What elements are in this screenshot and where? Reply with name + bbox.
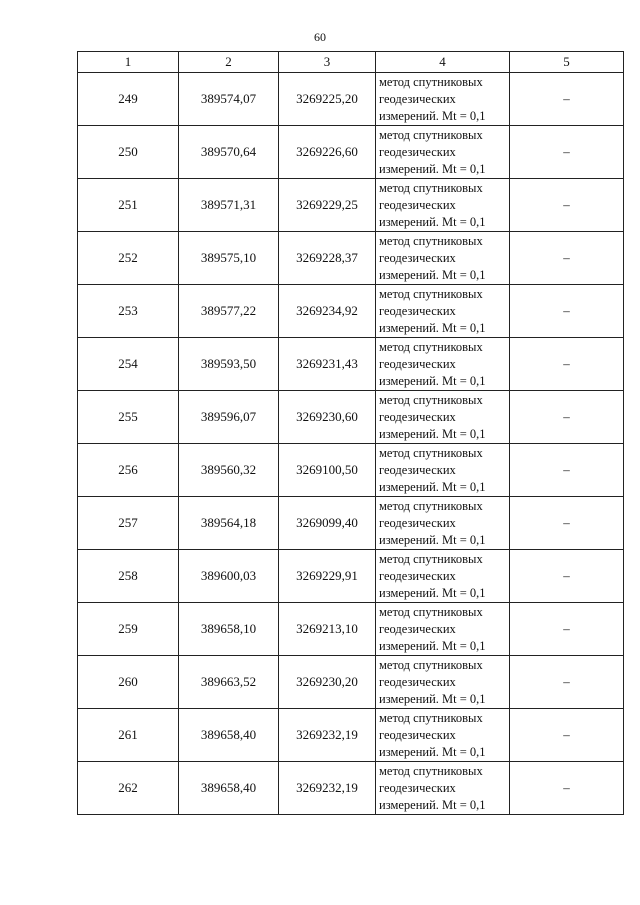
- method-line: метод спутниковых: [379, 710, 483, 725]
- header-col-5: 5: [510, 52, 624, 73]
- note-dash: –: [563, 780, 570, 795]
- x-coordinate-cell: 389570,64: [179, 126, 279, 179]
- table-row: [78, 285, 624, 338]
- method-line: измерений. Mt = 0,1: [379, 585, 486, 600]
- table-header: [78, 52, 624, 73]
- point-number-cell: 251: [78, 179, 179, 232]
- method-line: метод спутниковых: [379, 180, 483, 195]
- method-line: геодезических: [379, 621, 456, 636]
- table-row: [78, 73, 624, 126]
- table-row: [78, 497, 624, 550]
- note-dash: –: [563, 91, 570, 106]
- method-line: метод спутниковых: [379, 74, 483, 89]
- method-line: измерений. Mt = 0,1: [379, 320, 486, 335]
- point-number-cell: 256: [78, 444, 179, 497]
- method-line: геодезических: [379, 462, 456, 477]
- method-cell: [376, 179, 510, 232]
- note-dash: –: [563, 250, 570, 265]
- header-col-4: 4: [376, 52, 510, 73]
- point-number-cell: 258: [78, 550, 179, 603]
- method-line: измерений. Mt = 0,1: [379, 161, 486, 176]
- method-line: геодезических: [379, 515, 456, 530]
- y-coordinate-cell: 3269232,19: [279, 709, 376, 762]
- x-coordinate-cell: 389658,40: [179, 709, 279, 762]
- point-number-cell: 262: [78, 762, 179, 815]
- method-line: метод спутниковых: [379, 233, 483, 248]
- method-line: метод спутниковых: [379, 339, 483, 354]
- note-dash: –: [563, 303, 570, 318]
- note-dash: –: [563, 621, 570, 636]
- table-row: [78, 709, 624, 762]
- method-line: геодезических: [379, 780, 456, 795]
- point-number-cell: 249: [78, 73, 179, 126]
- y-coordinate-cell: 3269232,19: [279, 762, 376, 815]
- y-coordinate-cell: 3269226,60: [279, 126, 376, 179]
- method-line: метод спутниковых: [379, 445, 483, 460]
- method-cell: [376, 444, 510, 497]
- method-line: метод спутниковых: [379, 551, 483, 566]
- method-cell: [376, 762, 510, 815]
- note-dash: –: [563, 462, 570, 477]
- y-coordinate-cell: 3269099,40: [279, 497, 376, 550]
- method-cell: [376, 126, 510, 179]
- note-cell: [510, 762, 624, 815]
- method-line: геодезических: [379, 356, 456, 371]
- x-coordinate-cell: 389663,52: [179, 656, 279, 709]
- method-line: измерений. Mt = 0,1: [379, 373, 486, 388]
- method-line: измерений. Mt = 0,1: [379, 744, 486, 759]
- point-number-cell: 260: [78, 656, 179, 709]
- table-row: [78, 603, 624, 656]
- method-line: измерений. Mt = 0,1: [379, 426, 486, 441]
- method-line: метод спутниковых: [379, 127, 483, 142]
- point-number-cell: 250: [78, 126, 179, 179]
- x-coordinate-cell: 389574,07: [179, 73, 279, 126]
- method-cell: [376, 656, 510, 709]
- x-coordinate-cell: 389658,40: [179, 762, 279, 815]
- note-cell: [510, 497, 624, 550]
- method-cell: [376, 550, 510, 603]
- method-cell: [376, 603, 510, 656]
- table-row: [78, 338, 624, 391]
- note-cell: [510, 709, 624, 762]
- x-coordinate-cell: 389571,31: [179, 179, 279, 232]
- method-line: геодезических: [379, 91, 456, 106]
- method-line: геодезических: [379, 568, 456, 583]
- point-number-cell: 257: [78, 497, 179, 550]
- note-dash: –: [563, 409, 570, 424]
- x-coordinate-cell: 389600,03: [179, 550, 279, 603]
- table-row: [78, 656, 624, 709]
- y-coordinate-cell: 3269225,20: [279, 73, 376, 126]
- y-coordinate-cell: 3269229,91: [279, 550, 376, 603]
- header-col-1: 1: [78, 52, 179, 73]
- x-coordinate-cell: 389575,10: [179, 232, 279, 285]
- header-col-3: 3: [279, 52, 376, 73]
- method-cell: [376, 338, 510, 391]
- point-number-cell: 254: [78, 338, 179, 391]
- point-number-cell: 261: [78, 709, 179, 762]
- method-line: измерений. Mt = 0,1: [379, 267, 486, 282]
- y-coordinate-cell: 3269100,50: [279, 444, 376, 497]
- table-row: [78, 391, 624, 444]
- table-body: [78, 73, 624, 815]
- method-line: геодезических: [379, 674, 456, 689]
- x-coordinate-cell: 389560,32: [179, 444, 279, 497]
- method-line: измерений. Mt = 0,1: [379, 532, 486, 547]
- method-line: геодезических: [379, 727, 456, 742]
- point-number-cell: 259: [78, 603, 179, 656]
- note-cell: [510, 73, 624, 126]
- y-coordinate-cell: 3269229,25: [279, 179, 376, 232]
- y-coordinate-cell: 3269234,92: [279, 285, 376, 338]
- table-row: [78, 550, 624, 603]
- method-line: геодезических: [379, 144, 456, 159]
- method-line: метод спутниковых: [379, 604, 483, 619]
- note-cell: [510, 338, 624, 391]
- note-cell: [510, 232, 624, 285]
- method-line: метод спутниковых: [379, 286, 483, 301]
- method-cell: [376, 709, 510, 762]
- method-line: измерений. Mt = 0,1: [379, 214, 486, 229]
- y-coordinate-cell: 3269228,37: [279, 232, 376, 285]
- point-number-cell: 252: [78, 232, 179, 285]
- x-coordinate-cell: 389593,50: [179, 338, 279, 391]
- note-dash: –: [563, 674, 570, 689]
- method-line: измерений. Mt = 0,1: [379, 108, 486, 123]
- note-dash: –: [563, 568, 570, 583]
- method-line: измерений. Mt = 0,1: [379, 479, 486, 494]
- method-line: измерений. Mt = 0,1: [379, 638, 486, 653]
- table-row: [78, 179, 624, 232]
- note-cell: [510, 656, 624, 709]
- method-line: метод спутниковых: [379, 763, 483, 778]
- method-cell: [376, 391, 510, 444]
- note-cell: [510, 603, 624, 656]
- note-cell: [510, 126, 624, 179]
- x-coordinate-cell: 389577,22: [179, 285, 279, 338]
- method-line: геодезических: [379, 409, 456, 424]
- note-dash: –: [563, 727, 570, 742]
- note-cell: [510, 444, 624, 497]
- method-line: метод спутниковых: [379, 657, 483, 672]
- x-coordinate-cell: 389658,10: [179, 603, 279, 656]
- y-coordinate-cell: 3269213,10: [279, 603, 376, 656]
- table-row: [78, 126, 624, 179]
- note-dash: –: [563, 197, 570, 212]
- header-col-2: 2: [179, 52, 279, 73]
- method-cell: [376, 73, 510, 126]
- y-coordinate-cell: 3269230,60: [279, 391, 376, 444]
- x-coordinate-cell: 389596,07: [179, 391, 279, 444]
- table-row: [78, 762, 624, 815]
- y-coordinate-cell: 3269230,20: [279, 656, 376, 709]
- note-cell: [510, 550, 624, 603]
- method-cell: [376, 232, 510, 285]
- note-dash: –: [563, 356, 570, 371]
- y-coordinate-cell: 3269231,43: [279, 338, 376, 391]
- method-cell: [376, 285, 510, 338]
- method-line: геодезических: [379, 303, 456, 318]
- coordinates-table: [77, 51, 624, 815]
- header-row: [78, 52, 624, 73]
- method-line: метод спутниковых: [379, 392, 483, 407]
- table-row: [78, 232, 624, 285]
- point-number-cell: 253: [78, 285, 179, 338]
- note-dash: –: [563, 515, 570, 530]
- x-coordinate-cell: 389564,18: [179, 497, 279, 550]
- note-cell: [510, 391, 624, 444]
- method-line: измерений. Mt = 0,1: [379, 691, 486, 706]
- note-dash: –: [563, 144, 570, 159]
- method-line: геодезических: [379, 197, 456, 212]
- table-row: [78, 444, 624, 497]
- note-cell: [510, 285, 624, 338]
- point-number-cell: 255: [78, 391, 179, 444]
- method-line: геодезических: [379, 250, 456, 265]
- method-cell: [376, 497, 510, 550]
- note-cell: [510, 179, 624, 232]
- method-line: измерений. Mt = 0,1: [379, 797, 486, 812]
- page-number: 60: [314, 30, 326, 44]
- method-line: метод спутниковых: [379, 498, 483, 513]
